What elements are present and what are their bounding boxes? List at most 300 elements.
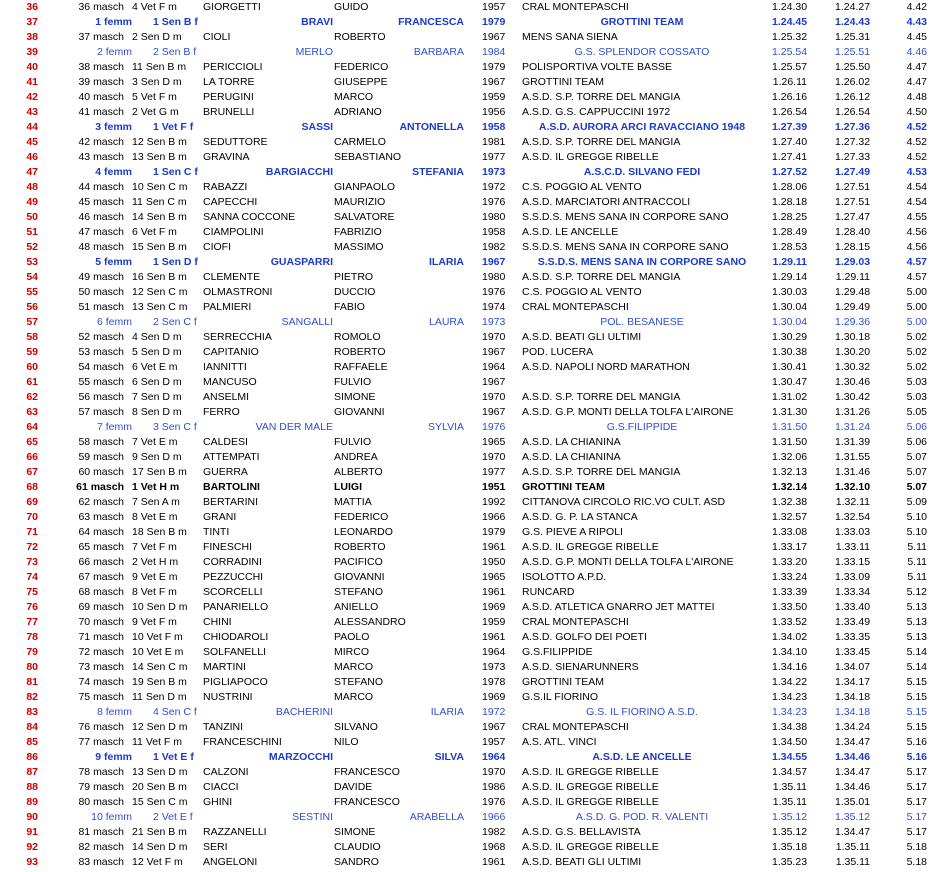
first-name: SILVANO (334, 721, 378, 733)
first-name: FRANCESCO (334, 766, 400, 778)
net-time: 1.30.18 (835, 331, 871, 343)
birth-year: 1979 (482, 61, 506, 73)
first-name: ROMOLO (334, 331, 381, 343)
first-name: FULVIO (334, 436, 372, 448)
gender-rank: 7 femm (96, 421, 132, 433)
surname: RAZZANELLI (203, 826, 267, 838)
net-time: 1.33.49 (835, 616, 871, 628)
first-name: MARCO (334, 91, 374, 103)
gender-rank: 82 masch (78, 841, 124, 853)
gun-time: 1.28.53 (772, 241, 808, 253)
gender-rank: 8 femm (96, 706, 132, 718)
first-name: STEFANIA (412, 166, 464, 178)
surname: BACHERINI (275, 706, 333, 718)
gun-time: 1.32.13 (772, 466, 808, 478)
team-name: S.S.D.S. MENS SANA IN CORPORE SANO (522, 241, 729, 253)
surname: PERUGINI (203, 91, 254, 103)
overall-position: 79 (26, 646, 38, 658)
table-row (0, 450, 947, 465)
gender-rank: 71 masch (78, 631, 124, 643)
pace: 5.17 (906, 766, 927, 778)
pace: 5.07 (906, 481, 927, 493)
gun-time: 1.28.25 (772, 211, 808, 223)
net-time: 1.29.49 (835, 301, 871, 313)
overall-position: 77 (26, 616, 38, 628)
gun-time: 1.34.57 (772, 766, 808, 778)
first-name: ILARIA (430, 706, 464, 718)
gender-rank: 79 masch (78, 781, 124, 793)
table-row (0, 510, 947, 525)
surname: SERRECCHIA (203, 331, 272, 343)
gun-time: 1.26.54 (772, 106, 808, 118)
birth-year: 1972 (482, 706, 506, 718)
table-row (0, 825, 947, 840)
overall-position: 72 (26, 541, 38, 553)
overall-position: 90 (26, 811, 38, 823)
team-name: CRAL MONTEPASCHI (522, 721, 629, 733)
net-time: 1.35.11 (835, 856, 870, 868)
category-rank: 13 Sen D m (132, 766, 188, 778)
overall-position: 59 (26, 346, 38, 358)
table-row (0, 0, 947, 15)
gun-time: 1.30.04 (772, 301, 808, 313)
gun-time: 1.33.52 (772, 616, 808, 628)
birth-year: 1959 (482, 91, 506, 103)
net-time: 1.29.48 (835, 286, 871, 298)
team-name: A.S. ATL. VINCI (522, 736, 597, 748)
overall-position: 89 (26, 796, 38, 808)
category-rank: 1 Sen C f (153, 166, 198, 178)
surname: GUASPARRI (270, 256, 333, 268)
gun-time: 1.35.12 (772, 811, 808, 823)
overall-position: 64 (26, 421, 38, 433)
surname: BARGIACCHI (265, 166, 333, 178)
overall-position: 69 (26, 496, 38, 508)
first-name: SEBASTIANO (334, 151, 402, 163)
category-rank: 5 Sen D m (132, 346, 182, 358)
team-name: A.S.D. IL GREGGE RIBELLE (522, 781, 659, 793)
table-row (0, 75, 947, 90)
category-rank: 15 Sen B m (132, 241, 187, 253)
first-name: PAOLO (334, 631, 370, 643)
birth-year: 1976 (482, 796, 506, 808)
category-rank: 2 Sen B f (153, 46, 197, 58)
gender-rank: 66 masch (78, 556, 124, 568)
table-row (0, 255, 947, 270)
surname: CIOLI (203, 31, 231, 43)
first-name: GIUSEPPE (334, 76, 388, 88)
gender-rank: 41 masch (78, 106, 124, 118)
first-name: SYLVIA (428, 421, 464, 433)
table-row (0, 480, 947, 495)
category-rank: 21 Sen B m (132, 826, 187, 838)
gender-rank: 75 masch (78, 691, 124, 703)
surname: FINESCHI (203, 541, 253, 553)
category-rank: 7 Sen D m (132, 391, 182, 403)
gender-rank: 50 masch (78, 286, 124, 298)
gun-time: 1.33.20 (772, 556, 808, 568)
category-rank: 4 Sen C f (153, 706, 197, 718)
net-time: 1.33.09 (835, 571, 871, 583)
first-name: PIETRO (334, 271, 374, 283)
category-rank: 1 Sen B f (153, 16, 198, 28)
team-name: A.S.D. G. P. LA STANCA (522, 511, 638, 523)
gun-time: 1.27.41 (772, 151, 808, 163)
pace: 5.14 (906, 646, 927, 658)
first-name: ALESSANDRO (334, 616, 406, 628)
gun-time: 1.34.38 (772, 721, 808, 733)
gender-rank: 63 masch (78, 511, 124, 523)
table-row (0, 420, 947, 435)
pace: 5.11 (907, 556, 927, 568)
birth-year: 1976 (482, 196, 506, 208)
team-name: MENS SANA SIENA (522, 31, 618, 43)
birth-year: 1967 (482, 406, 506, 418)
team-name: G.S.IL FIORINO (522, 691, 599, 703)
first-name: STEFANO (334, 676, 384, 688)
pace: 5.11 (907, 571, 927, 583)
team-name: A.S.D. G.P. MONTI DELLA TOLFA L'AIRONE (522, 556, 734, 568)
category-rank: 12 Vet F m (132, 856, 183, 868)
table-row (0, 225, 947, 240)
surname: CORRADINI (203, 556, 262, 568)
category-rank: 12 Sen D m (132, 721, 188, 733)
surname: SANGALLI (281, 316, 333, 328)
category-rank: 6 Vet E m (132, 361, 178, 373)
surname: SOLFANELLI (203, 646, 267, 658)
pace: 5.09 (906, 496, 927, 508)
table-row (0, 285, 947, 300)
table-row (0, 105, 947, 120)
category-rank: 2 Sen C f (153, 316, 197, 328)
category-rank: 13 Sen B m (132, 151, 187, 163)
gun-time: 1.33.39 (772, 586, 808, 598)
team-name: POLISPORTIVA VOLTE BASSE (522, 61, 672, 73)
team-name: A.S.D. S.P. TORRE DEL MANGIA (522, 466, 681, 478)
gun-time: 1.28.06 (772, 181, 808, 193)
net-time: 1.31.26 (835, 406, 871, 418)
net-time: 1.33.15 (835, 556, 871, 568)
net-time: 1.30.42 (835, 391, 871, 403)
gender-rank: 57 masch (78, 406, 124, 418)
gender-rank: 48 masch (78, 241, 124, 253)
surname: CAPITANIO (203, 346, 259, 358)
birth-year: 1973 (482, 661, 506, 673)
team-name: G.S. IL FIORINO A.S.D. (586, 706, 698, 718)
pace: 5.06 (906, 421, 927, 433)
first-name: GIANPAOLO (334, 181, 396, 193)
category-rank: 7 Vet E m (132, 436, 178, 448)
gender-rank: 62 masch (78, 496, 124, 508)
net-time: 1.24.43 (835, 16, 871, 28)
gun-time: 1.26.11 (772, 76, 807, 88)
surname: CHINI (203, 616, 232, 628)
surname: PEZZUCCHI (203, 571, 264, 583)
table-row (0, 120, 947, 135)
gender-rank: 52 masch (78, 331, 124, 343)
surname: FRANCESCHINI (203, 736, 282, 748)
category-rank: 2 Vet H m (132, 556, 179, 568)
birth-year: 1969 (482, 691, 506, 703)
net-time: 1.27.33 (835, 151, 871, 163)
gun-time: 1.24.45 (772, 16, 808, 28)
table-row (0, 465, 947, 480)
gun-time: 1.33.24 (772, 571, 808, 583)
overall-position: 45 (26, 136, 38, 148)
category-rank: 3 Sen D m (132, 76, 182, 88)
overall-position: 37 (26, 16, 38, 28)
gender-rank: 1 femm (95, 16, 132, 28)
table-row (0, 495, 947, 510)
surname: BRAVI (301, 16, 333, 28)
team-name: A.S.D. LE ANCELLE (522, 226, 619, 238)
net-time: 1.34.17 (835, 676, 871, 688)
table-row (0, 240, 947, 255)
net-time: 1.34.46 (835, 781, 871, 793)
net-time: 1.26.02 (835, 76, 871, 88)
category-rank: 10 Vet F m (132, 631, 183, 643)
overall-position: 83 (26, 706, 38, 718)
gender-rank: 44 masch (78, 181, 124, 193)
table-row (0, 210, 947, 225)
table-row (0, 195, 947, 210)
first-name: MASSIMO (334, 241, 384, 253)
birth-year: 1966 (482, 811, 506, 823)
gender-rank: 61 masch (76, 481, 124, 493)
pace: 5.17 (906, 811, 927, 823)
first-name: FEDERICO (334, 61, 389, 73)
surname: CLEMENTE (203, 271, 261, 283)
surname: GUERRA (203, 466, 248, 478)
gun-time: 1.24.30 (772, 1, 808, 13)
net-time: 1.35.12 (835, 811, 871, 823)
table-row (0, 150, 947, 165)
gun-time: 1.34.22 (772, 676, 808, 688)
team-name: A.S.D. IL GREGGE RIBELLE (522, 796, 659, 808)
team-name: A.S.D. S.P. TORRE DEL MANGIA (522, 136, 681, 148)
first-name: ANDREA (334, 451, 378, 463)
category-rank: 15 Sen C m (132, 796, 188, 808)
gender-rank: 68 masch (78, 586, 124, 598)
birth-year: 1976 (482, 421, 506, 433)
team-name: POL. BESANESE (600, 316, 684, 328)
table-row (0, 375, 947, 390)
first-name: LAURA (428, 316, 464, 328)
table-row (0, 525, 947, 540)
gun-time: 1.32.57 (772, 511, 808, 523)
gender-rank: 70 masch (78, 616, 124, 628)
overall-position: 76 (26, 601, 38, 613)
pace: 4.47 (906, 61, 927, 73)
gun-time: 1.34.23 (772, 706, 808, 718)
birth-year: 1965 (482, 571, 506, 583)
first-name: STEFANO (334, 586, 384, 598)
first-name: GUIDO (334, 1, 369, 13)
surname: PIGLIAPOCO (203, 676, 268, 688)
pace: 4.45 (906, 31, 927, 43)
net-time: 1.34.47 (835, 826, 871, 838)
pace: 5.13 (906, 601, 927, 613)
first-name: GIOVANNI (334, 406, 385, 418)
birth-year: 1957 (482, 736, 506, 748)
table-row (0, 630, 947, 645)
gun-time: 1.34.16 (772, 661, 808, 673)
table-row (0, 330, 947, 345)
birth-year: 1967 (482, 76, 506, 88)
surname: SANNA COCCONE (203, 211, 296, 223)
birth-year: 1970 (482, 766, 506, 778)
team-name: A.S.D. G.S. CAPPUCCINI 1972 (522, 106, 671, 118)
overall-position: 42 (26, 91, 38, 103)
pace: 4.55 (906, 211, 927, 223)
overall-position: 41 (26, 76, 38, 88)
surname: CHIODAROLI (203, 631, 269, 643)
category-rank: 11 Vet F m (132, 736, 182, 748)
first-name: ANTONELLA (399, 121, 464, 133)
gun-time: 1.31.02 (772, 391, 808, 403)
gun-time: 1.29.14 (772, 271, 808, 283)
gun-time: 1.33.17 (772, 541, 808, 553)
surname: CAPECCHI (203, 196, 258, 208)
first-name: NILO (334, 736, 359, 748)
gun-time: 1.30.41 (772, 361, 808, 373)
team-name: A.S.D. SIENARUNNERS (522, 661, 639, 673)
team-name: POD. LUCERA (522, 346, 594, 358)
net-time: 1.24.27 (835, 1, 871, 13)
gender-rank: 36 masch (78, 1, 124, 13)
table-row (0, 585, 947, 600)
overall-position: 71 (26, 526, 38, 538)
category-rank: 1 Vet E f (153, 751, 194, 763)
overall-position: 55 (26, 286, 38, 298)
gun-time: 1.34.02 (772, 631, 808, 643)
birth-year: 1986 (482, 781, 506, 793)
first-name: SIMONE (334, 826, 376, 838)
pace: 5.00 (906, 286, 927, 298)
gender-rank: 40 masch (78, 91, 124, 103)
birth-year: 1973 (482, 316, 506, 328)
overall-position: 63 (26, 406, 38, 418)
net-time: 1.32.11 (835, 496, 870, 508)
pace: 5.17 (906, 796, 927, 808)
net-time: 1.33.03 (835, 526, 871, 538)
birth-year: 1969 (482, 601, 506, 613)
team-name: A.S.D. LA CHIANINA (522, 436, 621, 448)
pace: 5.15 (906, 691, 927, 703)
table-row (0, 735, 947, 750)
net-time: 1.30.46 (835, 376, 871, 388)
pace: 5.00 (906, 301, 927, 313)
team-name: A.S.D. BEATI GLI ULTIMI (522, 856, 642, 868)
pace: 5.12 (906, 586, 927, 598)
table-row (0, 765, 947, 780)
pace: 5.02 (906, 331, 927, 343)
birth-year: 1977 (482, 151, 506, 163)
team-name: A.S.D. G. POD. R. VALENTI (575, 811, 709, 823)
category-rank: 10 Sen D m (132, 601, 188, 613)
team-name: A.S.D. LA CHIANINA (522, 451, 621, 463)
table-row (0, 360, 947, 375)
surname: ATTEMPATI (203, 451, 260, 463)
first-name: DUCCIO (334, 286, 376, 298)
first-name: ILARIA (429, 256, 464, 268)
birth-year: 1967 (482, 256, 506, 268)
team-name: ISOLOTTO A.P.D. (522, 571, 607, 583)
first-name: BARBARA (413, 46, 464, 58)
pace: 5.16 (906, 751, 927, 763)
surname: SESTINI (292, 811, 333, 823)
pace: 4.54 (906, 196, 927, 208)
first-name: MIRCO (334, 646, 369, 658)
surname: LA TORRE (203, 76, 255, 88)
birth-year: 1972 (482, 181, 506, 193)
birth-year: 1982 (482, 241, 506, 253)
net-time: 1.31.39 (835, 436, 871, 448)
category-rank: 17 Sen B m (132, 466, 187, 478)
gun-time: 1.30.47 (772, 376, 808, 388)
first-name: ALBERTO (334, 466, 383, 478)
overall-position: 81 (26, 676, 38, 688)
overall-position: 51 (26, 226, 38, 238)
gun-time: 1.35.12 (772, 826, 808, 838)
team-name: A.S.D. S.P. TORRE DEL MANGIA (522, 91, 681, 103)
gun-time: 1.32.38 (772, 496, 808, 508)
net-time: 1.29.03 (835, 256, 871, 268)
gender-rank: 67 masch (78, 571, 124, 583)
birth-year: 1970 (482, 331, 506, 343)
category-rank: 8 Vet E m (132, 511, 178, 523)
table-row (0, 555, 947, 570)
overall-position: 53 (26, 256, 38, 268)
birth-year: 1968 (482, 841, 506, 853)
table-row (0, 855, 947, 870)
overall-position: 66 (26, 451, 38, 463)
category-rank: 11 Sen C m (132, 196, 187, 208)
net-time: 1.27.51 (835, 181, 871, 193)
birth-year: 1980 (482, 211, 506, 223)
team-name: A.S.D. S.P. TORRE DEL MANGIA (522, 391, 681, 403)
team-name: CRAL MONTEPASCHI (522, 301, 629, 313)
table-row (0, 660, 947, 675)
first-name: GIOVANNI (334, 571, 385, 583)
team-name: RUNCARD (522, 586, 575, 598)
overall-position: 44 (26, 121, 38, 133)
pace: 4.42 (906, 1, 927, 13)
team-name: S.S.D.S. MENS SANA IN CORPORE SANO (537, 256, 747, 268)
birth-year: 1961 (482, 631, 506, 643)
gender-rank: 83 masch (78, 856, 124, 868)
net-time: 1.33.35 (835, 631, 871, 643)
birth-year: 1950 (482, 556, 506, 568)
pace: 5.13 (906, 616, 927, 628)
first-name: PACIFICO (334, 556, 383, 568)
team-name: C.S. POGGIO AL VENTO (522, 286, 642, 298)
overall-position: 80 (26, 661, 38, 673)
gun-time: 1.33.08 (772, 526, 808, 538)
gender-rank: 53 masch (78, 346, 124, 358)
gender-rank: 3 femm (95, 121, 132, 133)
overall-position: 92 (26, 841, 38, 853)
first-name: SANDRO (334, 856, 379, 868)
net-time: 1.28.40 (835, 226, 871, 238)
team-name: GROTTINI TEAM (522, 481, 605, 493)
net-time: 1.25.51 (835, 46, 871, 58)
pace: 5.02 (906, 346, 927, 358)
team-name: A.S.D. IL GREGGE RIBELLE (522, 541, 659, 553)
birth-year: 1970 (482, 451, 506, 463)
pace: 5.10 (906, 511, 927, 523)
team-name: G.S.FILIPPIDE (522, 646, 593, 658)
